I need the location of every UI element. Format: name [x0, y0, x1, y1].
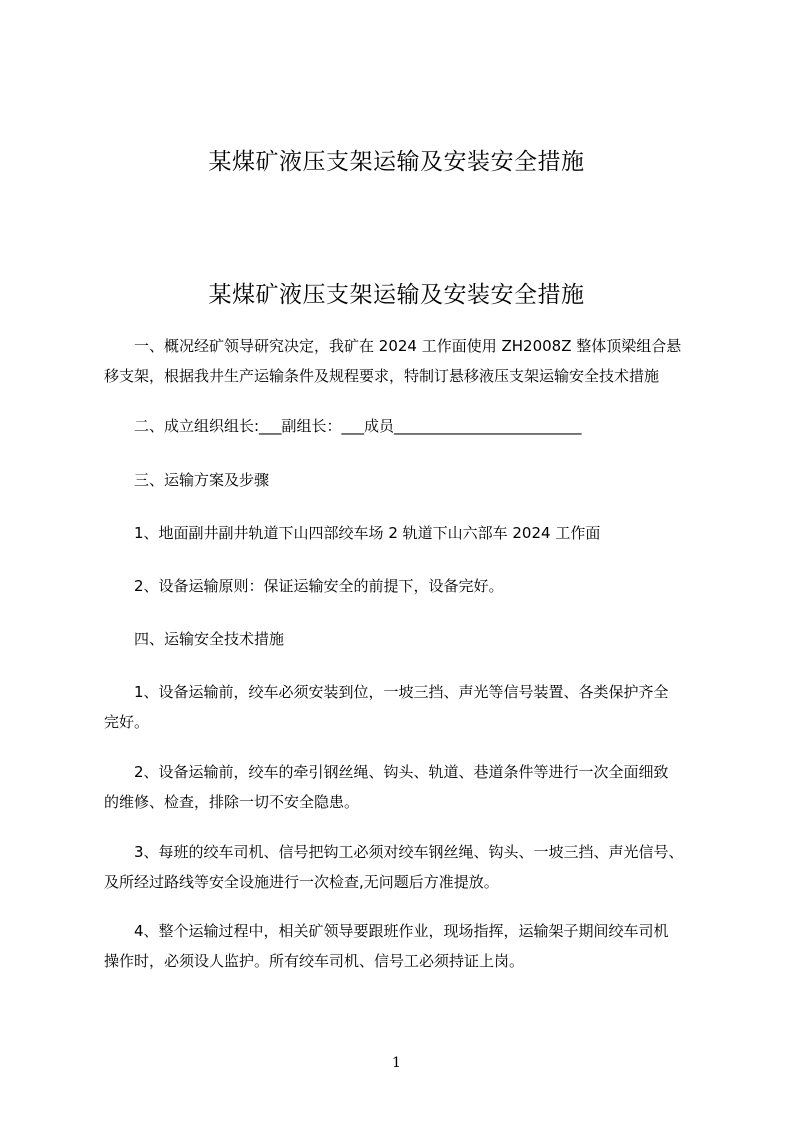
- paragraph-route: [104, 518, 724, 548]
- paragraph-line: 一、概况经矿领导研究决定，我矿在 2024 工作面使用 ZH2008Z 整体顶梁组合悬: [104, 337, 682, 355]
- paragraph-line: 1、设备运输前，绞车必须安装到位，一坡三挡、声光等信号装置、各类保护齐全: [104, 683, 669, 701]
- paragraph-line: 的维修、检查，排除一切不安全隐患。: [104, 793, 360, 811]
- paragraph-measure-3: [104, 837, 724, 897]
- paragraph-line: 移支架，根据我井生产运输条件及规程要求，特制订悬移液压支架运输安全技术措施: [104, 367, 660, 385]
- paragraph-overview: [104, 331, 724, 391]
- paragraph-line: 三、运输方案及步骤: [104, 471, 270, 489]
- paragraph-principle: [104, 571, 724, 601]
- paragraph-measure-4: [104, 916, 724, 976]
- paragraph-measure-1: [104, 677, 724, 737]
- heading-safety-measures: [104, 624, 724, 654]
- paragraph-line: 及所经过路线等安全设施进行一次检查,无问题后方准提放。: [104, 873, 499, 891]
- section-title: 某煤矿液压支架运输及安装安全措施: [208, 282, 585, 308]
- heading-transport-plan: [104, 465, 724, 495]
- paragraph-measure-2: [104, 757, 724, 817]
- page-number: 1: [392, 1055, 401, 1071]
- paragraph-line: 操作时，必须设人监护。所有绞车司机、信号工必须持证上岗。: [104, 952, 525, 970]
- paragraph-line: 2、设备运输前，绞车的牵引钢丝绳、钩头、轨道、巷道条件等进行一次全面细致: [104, 763, 669, 781]
- paragraph-line: 完好。: [104, 713, 150, 731]
- paragraph-line: 四、运输安全技术措施: [104, 630, 285, 648]
- paragraph-line: 二、成立组织组长:___副组长：___成员_________________________: [104, 417, 582, 435]
- paragraph-line: 4、整个运输过程中，相关矿领导要跟班作业，现场指挥，运输架子期间绞车司机: [104, 922, 669, 940]
- paragraph-line: 2、设备运输原则：保证运输安全的前提下，设备完好。: [104, 577, 504, 595]
- document-title: 某煤矿液压支架运输及安装安全措施: [208, 149, 585, 175]
- paragraph-organization: [104, 411, 724, 441]
- paragraph-line: 3、每班的绞车司机、信号把钩工必须对绞车钢丝绳、钩头、一坡三挡、声光信号、: [104, 843, 684, 861]
- paragraph-line: 1、地面副井副井轨道下山四部绞车场 2 轨道下山六部车 2024 工作面: [104, 524, 601, 542]
